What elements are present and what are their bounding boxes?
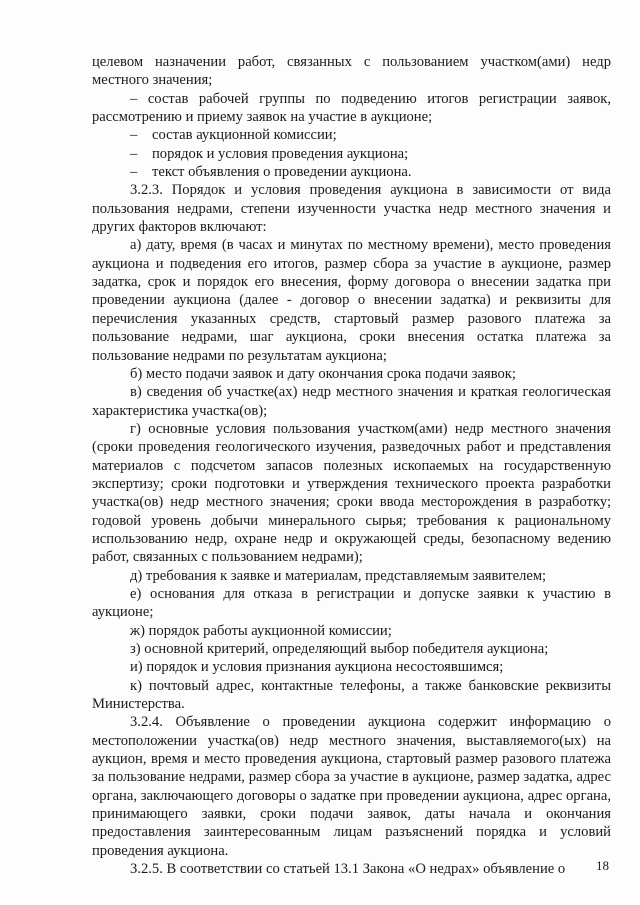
clause-3-2-4: 3.2.4. Объявление о проведении аукциона содержит информацию о местоположении участка(ов) недр местного значения, выставляемого(ых) на аукцион, время и место проведения аукциона, стартовый размер разового платежа за пользование недрами, размер сбора за участие в аукционе, размер задатка, адрес органа, заключающего договоры о задатке при проведении аукциона, адрес органа, принимающего заявки, сроки подачи заявок, даты начала и окончания предоставления заинтересованным лицам разъяснений порядка и условий проведения аукциона. bbox=[92, 714, 611, 859]
paragraph: целевом назначении работ, связанных с пользованием участком(ами) недр местного значения; bbox=[92, 54, 611, 89]
clause-3-2-3: 3.2.3. Порядок и условия проведения аукциона в зависимости от вида пользования недрами, степени изученности участка недр местного значения и других факторов включают: bbox=[92, 182, 611, 236]
dash-marker: – bbox=[130, 164, 138, 181]
clause-item-b: б) место подачи заявок и дату окончания срока подачи заявок; bbox=[130, 365, 516, 382]
clause-item-z: з) основной критерий, определяющий выбор победителя аукциона; bbox=[130, 641, 549, 657]
clause-item-d: д) требования к заявке и материалам, представляемым заявителем; bbox=[130, 567, 547, 584]
clause-item-i: и) порядок и условия признания аукциона несостоявшимся; bbox=[130, 659, 504, 676]
list-item-dash bbox=[92, 163, 611, 181]
clause-item-e: е) основания для отказа в регистрации и допуске заявки к участию в аукционе; bbox=[92, 585, 611, 621]
clause-item-k: к) почтовый адрес, контактные телефоны, а также банковские реквизиты Министерства. bbox=[92, 677, 611, 713]
list-item-dash bbox=[92, 126, 611, 144]
list-item-text: текст объявления о проведении аукциона. bbox=[152, 164, 412, 181]
dash-marker: – bbox=[130, 145, 138, 162]
list-item-text: состав аукционной комиссии; bbox=[152, 127, 337, 144]
clause-item-g: г) основные условия пользования участком(ами) недр местного значения (сроки проведения геологического изучения, разведочных работ и представления материалов с подсчетом запасов полезных ископаемых на государственную экспертизу; сроки подготовки и утверждения технического проекта разработки участка(ов) недр местного значения; сроки ввода месторождения в разработку; годовой уровень добычи минерального сырья; требования к рациональному использованию недр, охране недр и окружающей среды, безопасному ведению работ, связанных с пользованием недрами); bbox=[92, 420, 611, 566]
dash-marker: – bbox=[130, 127, 138, 144]
clause-item-a: а) дату, время (в часах и минутах по местному времени), место проведения аукциона и подведения его итогов, размер сбора за участие в аукционе, размер задатка, срок и порядок его внесения, форму договора о внесении задатка при проведении аукциона (далее - договор о внесении задатка) и реквизиты для перечисления указанных средств, стартовый размер разового платежа за пользование недрами, шаг аукциона, сроки внесения остатка платежа за пользование недрами по результатам аукциона; bbox=[92, 237, 611, 364]
clause-3-2-5: 3.2.5. В соответствии со статьей 13.1 Закона «О недрах» объявление о bbox=[130, 861, 566, 878]
page-number: 18 bbox=[596, 858, 609, 873]
list-item-dash: – состав рабочей группы по подведению итогов регистрации заявок, рассмотрению и приему заявок на участие в аукционе; bbox=[92, 90, 611, 126]
list-item-text: порядок и условия проведения аукциона; bbox=[152, 145, 409, 162]
document-body bbox=[92, 53, 611, 878]
clause-item-zh: ж) порядок работы аукционной комиссии; bbox=[130, 622, 392, 639]
list-item-dash bbox=[92, 145, 611, 163]
clause-item-v: в) сведения об участке(ах) недр местного значения и краткая геологическая характеристика участка(ов); bbox=[92, 384, 611, 419]
